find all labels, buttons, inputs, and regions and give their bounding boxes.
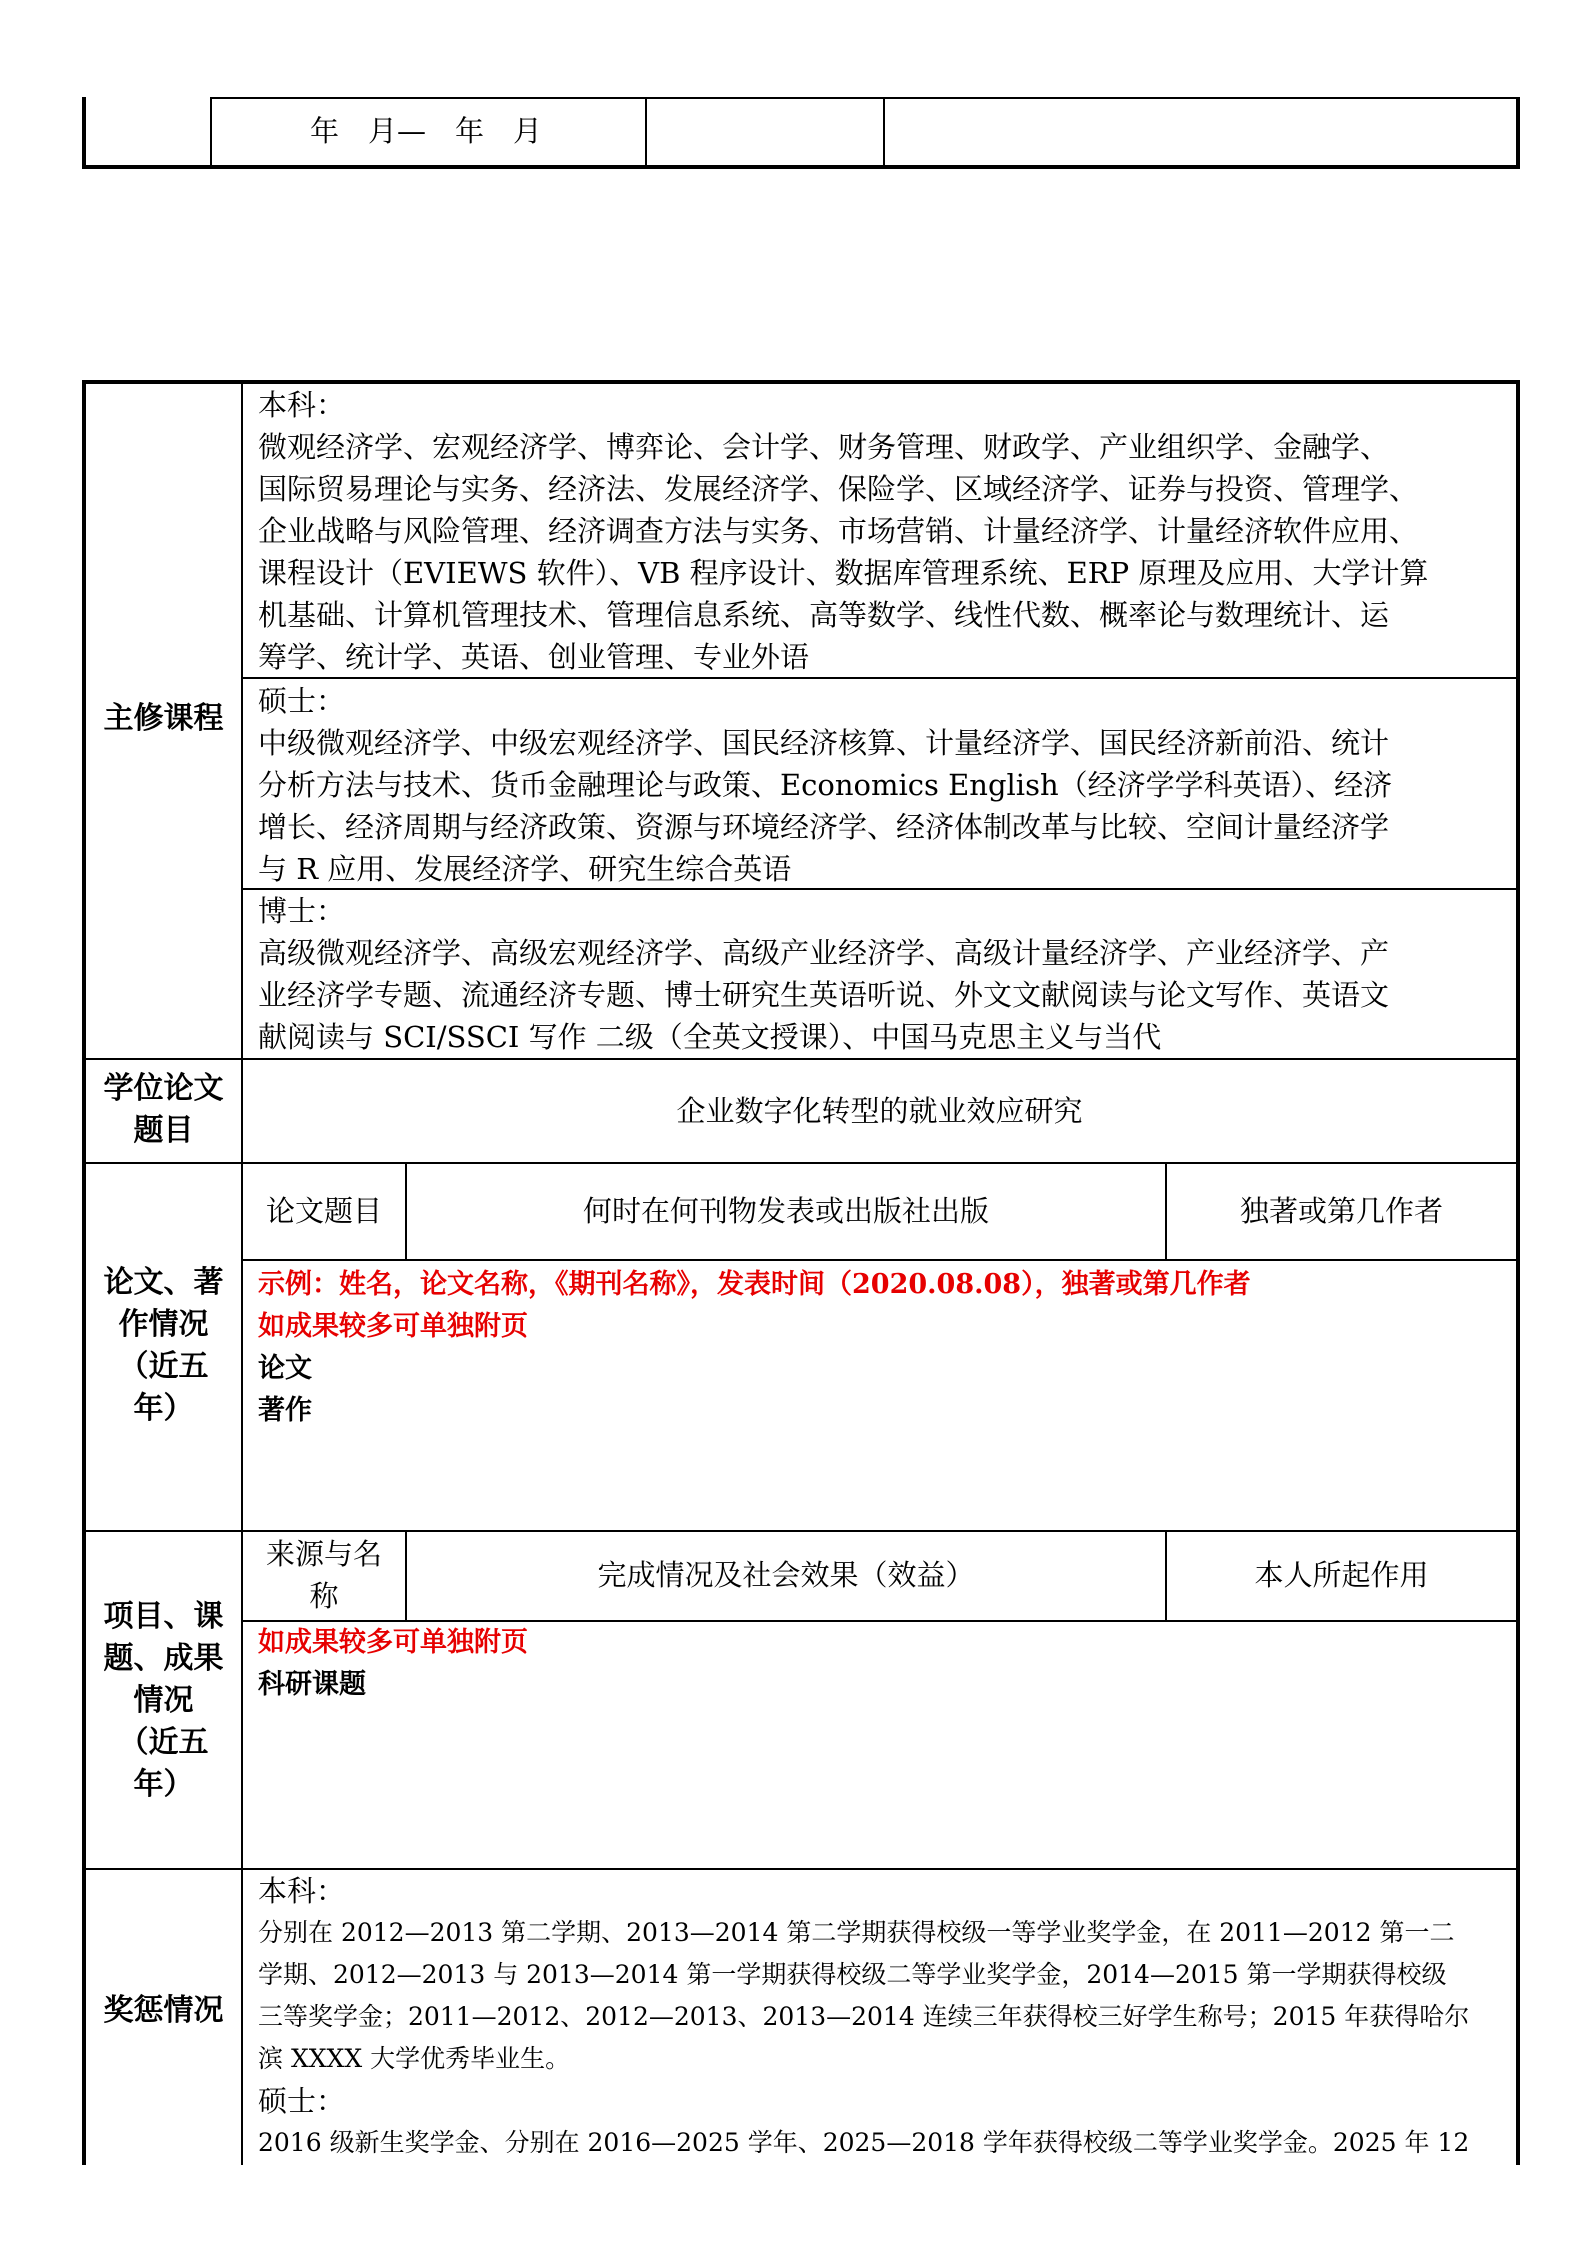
bachelor-courses-line: 筹学、统计学、英语、创业管理、专业外语	[258, 640, 810, 674]
bachelor-courses-line: 国际贸易理论与实务、经济法、发展经济学、保险学、区域经济学、证券与投资、管理学、	[258, 472, 1419, 506]
projects-col-source: 来源与名 称	[265, 1537, 382, 1613]
bachelor-courses-line: 机基础、计算机管理技术、管理信息系统、高等数学、线性代数、概率论与数理统计、运	[258, 598, 1390, 632]
thesis-label: 学位论文 题目	[103, 1071, 224, 1148]
bachelor-courses-line: 微观经济学、宏观经济学、博弈论、会计学、财务管理、财政学、产业组织学、金融学、	[258, 430, 1390, 464]
doctor-courses-title: 博士：	[258, 894, 346, 928]
projects-col-role: 本人所起作用	[1254, 1558, 1429, 1592]
awards-label: 奖惩情况	[103, 1993, 224, 2028]
bachelor-courses-title: 本科：	[258, 388, 346, 422]
bachelor-courses	[258, 384, 1428, 678]
papers-example: 示例：姓名，论文名称，《期刊名称》，发表时间（2020.08.08），独著或第几作者	[258, 1269, 1251, 1300]
thesis-title: 企业数字化转型的就业效应研究	[676, 1094, 1083, 1128]
bachelor-courses-line: 企业战略与风险管理、经济调查方法与实务、市场营销、计量经济学、计量经济软件应用、	[258, 514, 1419, 548]
awards-bachelor-line: 分别在 2012—2013 第二学期、2013—2014 第二学期获得校级一等学业奖学金，在 2011—2012 第一二	[258, 1918, 1455, 1947]
master-courses-line: 分析方法与技术、货币金融理论与政策、Economics English（经济学学科英语）、经济	[258, 768, 1393, 802]
projects-item-research: 科研课题	[258, 1669, 366, 1700]
doctor-courses-line: 业经济学专题、流通经济专题、博士研究生英语听说、外文文献阅读与论文写作、英语文	[258, 978, 1390, 1012]
awards-master-line: 2016 级新生奖学金、分别在 2016—2025 学年、2025—2018 学年获得校级二等学业奖学金。2025 年 12	[258, 2128, 1470, 2157]
papers-col-venue: 何时在何刊物发表或出版社出版	[582, 1194, 989, 1228]
awards-bachelor-line: 三等奖学金；2011—2012、2012—2013、2013—2014 连续三年获得校三好学生称号；2015 年获得哈尔	[258, 2002, 1470, 2031]
awards-bachelor-line: 滨 XXXX 大学优秀毕业生。	[258, 2044, 571, 2073]
master-courses-line: 中级微观经济学、中级宏观经济学、国民经济核算、计量经济学、国民经济新前沿、统计	[258, 726, 1390, 760]
papers-item-paper: 论文	[258, 1353, 312, 1384]
papers-note: 如成果较多可单独附页	[258, 1311, 528, 1342]
awards-bachelor-line: 学期、2012—2013 与 2013—2014 第一学期获得校级二等学业奖学金，2014—2015 第一学期获得校级	[258, 1960, 1447, 1989]
projects-col-result: 完成情况及社会效果（效益）	[597, 1558, 975, 1592]
papers-label: 论文、著 作情况 （近五 年）	[103, 1265, 224, 1426]
awards-master-title: 硕士：	[258, 2084, 346, 2118]
master-courses-line: 与 R 应用、发展经济学、研究生综合英语	[258, 852, 792, 886]
awards-content	[258, 1870, 1469, 2164]
doctor-courses-line: 高级微观经济学、高级宏观经济学、高级产业经济学、高级计量经济学、产业经济学、产	[258, 936, 1390, 970]
papers-col-author-rank: 独著或第几作者	[1239, 1194, 1443, 1228]
papers-item-book: 著作	[258, 1395, 312, 1426]
main-courses-label: 主修课程	[103, 701, 224, 736]
master-courses-line: 增长、经济周期与经济政策、资源与环境经济学、经济体制改革与比较、空间计量经济学	[258, 810, 1390, 844]
papers-col-title: 论文题目	[265, 1194, 382, 1228]
bachelor-courses-line: 课程设计（EVIEWS 软件）、VB 程序设计、数据库管理系统、ERP 原理及应用、大学计算	[258, 556, 1429, 590]
projects-label: 项目、课 题、成果 情况 （近五 年）	[103, 1599, 224, 1802]
master-courses-title: 硕士：	[258, 684, 346, 718]
date-range: 年 月— 年 月	[310, 114, 543, 148]
projects-note: 如成果较多可单独附页	[258, 1627, 528, 1658]
master-courses	[258, 680, 1392, 890]
doctor-courses-line: 献阅读与 SCI/SSCI 写作 二级（全英文授课）、中国马克思主义与当代	[258, 1020, 1162, 1054]
awards-bachelor-title: 本科：	[258, 1874, 346, 1908]
doctor-courses	[258, 890, 1389, 1058]
